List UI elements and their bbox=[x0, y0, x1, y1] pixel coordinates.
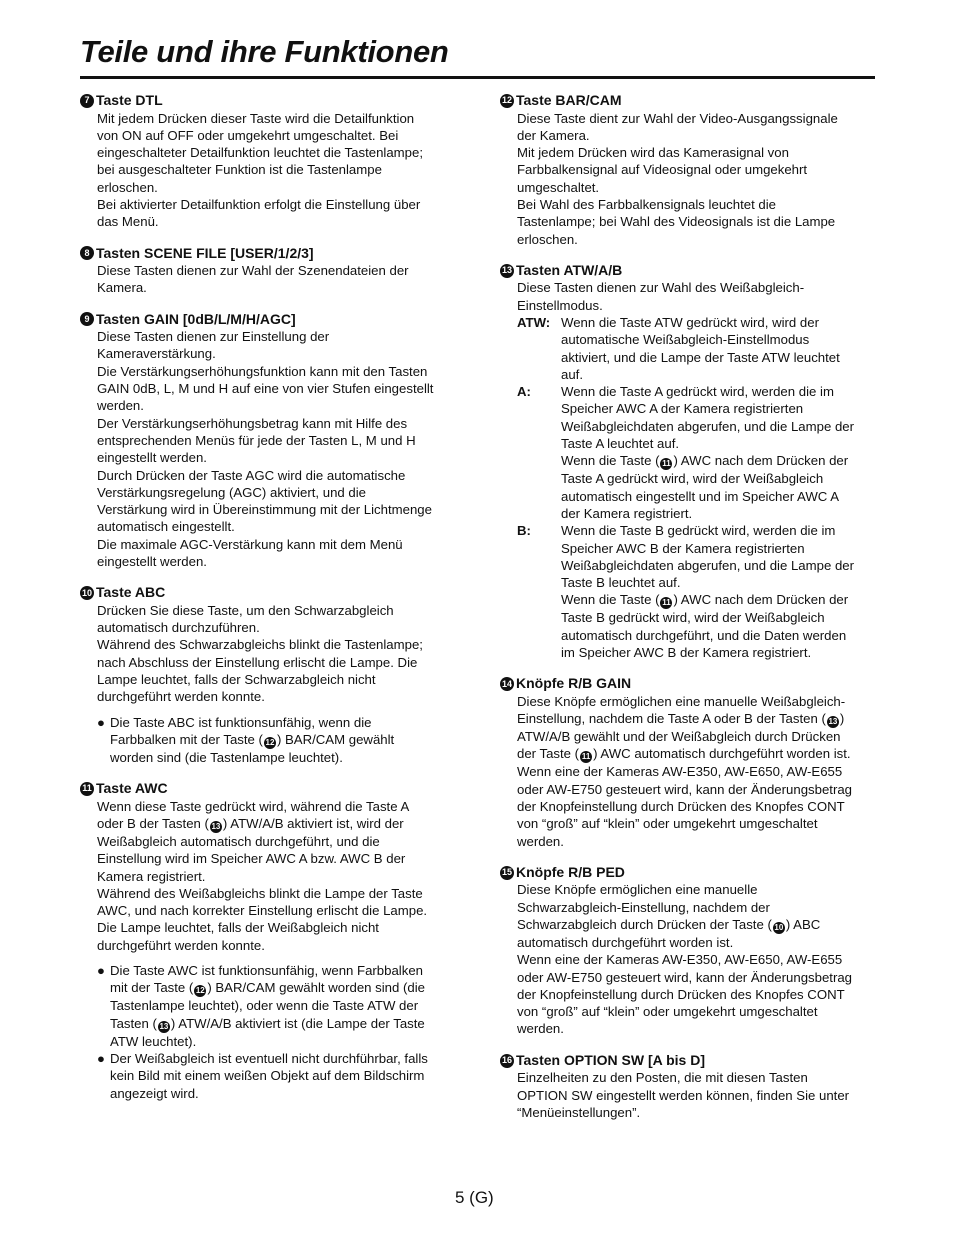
text-line: werden. bbox=[97, 398, 144, 414]
text-line: Der Weißabgleich ist eventuell nicht durchführbar, falls bbox=[110, 1050, 428, 1066]
text-line: Taste B leuchtet auf. bbox=[561, 575, 681, 591]
heading-text: Tasten SCENE FILE [USER/1/2/3] bbox=[96, 244, 314, 261]
heading-text: Taste ABC bbox=[96, 584, 166, 601]
text-line: von “groß” auf “klein” oder umgekehrt umgeschaltet bbox=[517, 816, 818, 832]
number-badge-icon: 13 bbox=[211, 822, 221, 831]
section-heading bbox=[500, 262, 878, 280]
text-line: Kameraverstärkung. bbox=[97, 346, 216, 362]
text-line: Diese Tasten dienen zur Einstellung der bbox=[97, 329, 330, 345]
text-line: Wenn eine der Kameras AW-E350, AW-E650, AW-E655 bbox=[517, 764, 843, 780]
page-number: 5 (G) bbox=[455, 1188, 494, 1207]
bullet-icon: ● bbox=[97, 963, 105, 979]
number-badge-icon: 12 bbox=[195, 986, 205, 996]
definition-list bbox=[517, 314, 878, 661]
text-line: Weißabgleich automatisch durchgeführt, und die bbox=[97, 834, 380, 849]
number-badge-icon: 10 bbox=[80, 586, 94, 600]
text-line: Weißabgleichdaten abgerufen, und die Lampe der bbox=[561, 557, 855, 573]
section-heading bbox=[500, 864, 878, 882]
text-line: Taste B gedrückt wird, wird der Weißabgleich bbox=[561, 610, 825, 626]
text-line: Kamera. bbox=[97, 280, 147, 296]
section-knoepfe-rb-gain bbox=[500, 675, 878, 850]
number-badge-icon: 9 bbox=[80, 312, 94, 326]
bullet-icon: ● bbox=[97, 1050, 105, 1066]
left-column bbox=[80, 92, 465, 1116]
section-body bbox=[500, 1069, 878, 1121]
text-line: Mit jedem Drücken dieser Taste wird die Detailfunktion bbox=[97, 110, 415, 126]
text-line: automatisch durchgeführt worden ist. bbox=[517, 934, 734, 950]
page-title: Teile und ihre Funktionen bbox=[80, 34, 449, 69]
section-taste-awc bbox=[80, 780, 465, 1102]
text-line: der Kamera registriert. bbox=[561, 505, 693, 521]
section-heading bbox=[500, 675, 878, 693]
text-line: oder B der Tasten ( 13 ) ATW/A/B aktiviert ist, wird der bbox=[97, 816, 404, 831]
section-body bbox=[80, 110, 465, 231]
text-line: OPTION SW eingestellt werden können, finden Sie unter bbox=[517, 1087, 850, 1103]
definition-text bbox=[561, 314, 878, 383]
text-line: Die Verstärkungserhöhungsfunktion kann mit den Tasten bbox=[97, 363, 428, 379]
section-heading bbox=[80, 780, 465, 798]
number-badge-icon: 13 bbox=[828, 717, 838, 727]
text-line: Speicher AWC B der Kamera registrierten bbox=[561, 540, 805, 556]
text-line: Verstärkungsregelung (AGC) aktiviert, und die bbox=[97, 484, 367, 500]
section-taste-abc bbox=[80, 584, 465, 766]
number-badge-icon: 10 bbox=[774, 922, 784, 932]
text-line: oder AW-E750 gesteuert wird, kann der Änderungsbetrag bbox=[517, 781, 853, 797]
text-line: worden sind (die Tastenlampe leuchtet). bbox=[110, 749, 343, 765]
text-line: werden. bbox=[517, 833, 564, 849]
section-heading bbox=[500, 1052, 878, 1070]
text-line: Durch Drücken der Taste AGC wird die automatische bbox=[97, 467, 406, 483]
text-line: Einstellung, nachdem die Taste A oder B der Tasten ( 13 ) bbox=[517, 711, 845, 727]
bullet-item bbox=[97, 714, 465, 767]
heading-text: Knöpfe R/B PED bbox=[516, 863, 625, 880]
bullet-item bbox=[97, 1050, 465, 1102]
definition-text bbox=[561, 383, 878, 522]
text-line: Kamera registriert. bbox=[97, 868, 206, 884]
text-line: der Knopfeinstellung durch Drücken des Knopfes CONT bbox=[517, 986, 845, 1002]
definition-term: B: bbox=[517, 523, 531, 539]
text-line: Weißabgleichdaten abgerufen, und die Lampe der bbox=[561, 418, 855, 434]
text-line: der Kamera. bbox=[517, 127, 590, 143]
heading-text: Taste AWC bbox=[96, 780, 168, 797]
text-line: eingestellt werden. bbox=[97, 554, 207, 570]
text-line: automatische Weißabgleich-Einstellmodus bbox=[561, 332, 810, 348]
text-line: durchgeführt werden konnte. bbox=[97, 937, 265, 953]
text-line: Mit jedem Drücken wird das Kamerasignal von bbox=[517, 145, 789, 161]
number-badge-icon: 12 bbox=[500, 94, 514, 108]
text-line: Verstärkung wird in Übereinstimmung mit der Lichtmenge bbox=[97, 502, 432, 518]
heading-text: Tasten OPTION SW [A bis D] bbox=[516, 1051, 706, 1068]
number-badge-icon: 11 bbox=[662, 459, 671, 469]
section-body bbox=[80, 328, 465, 570]
text-line: Tasten ( 13 ) ATW/A/B aktiviert ist (die Lampe der Taste bbox=[110, 1015, 425, 1031]
number-badge-icon: 11 bbox=[80, 782, 94, 796]
text-line: Wenn die Taste ( 11 ) AWC nach dem Drücken der bbox=[561, 453, 849, 469]
text-line: Wenn die Taste ATW gedrückt wird, wird der bbox=[561, 314, 819, 330]
text-line: eingestellt werden. bbox=[97, 450, 207, 466]
number-badge-icon: 13 bbox=[500, 264, 514, 278]
text-line: Diese Tasten dienen zur Wahl des Weißabgleich- bbox=[517, 280, 805, 296]
text-line: der Knopfeinstellung durch Drücken des Knopfes CONT bbox=[517, 799, 845, 814]
text-line: Farbbalkensignal auf Videosignal oder umgekehrt bbox=[517, 162, 808, 178]
number-badge-icon: 8 bbox=[80, 246, 94, 260]
number-badge-icon: 16 bbox=[500, 1054, 514, 1068]
number-badge-icon: 11 bbox=[662, 598, 671, 608]
text-line: der Taste ( 11 ) AWC automatisch durchgeführt worden ist. bbox=[517, 746, 851, 762]
number-badge-icon: 7 bbox=[80, 94, 94, 108]
text-line: von “groß” auf “klein” oder umgekehrt umgeschaltet bbox=[517, 1004, 818, 1020]
title-rule bbox=[80, 76, 875, 79]
heading-text: Taste BAR/CAM bbox=[516, 92, 622, 108]
section-body bbox=[80, 602, 465, 706]
text-line: Bei Wahl des Farbbalkensignals leuchtet die bbox=[517, 196, 777, 212]
definition-term: ATW: bbox=[517, 314, 551, 330]
text-line: oder AW-E750 gesteuert wird, kann der Änderungsbetrag bbox=[517, 969, 853, 985]
text-line: erloschen. bbox=[517, 231, 578, 247]
text-line: auf. bbox=[561, 366, 583, 382]
bullet-list bbox=[97, 962, 465, 1102]
text-line: Die Taste ABC ist funktionsunfähig, wenn die bbox=[110, 714, 372, 730]
bullet-icon: ● bbox=[97, 714, 105, 730]
text-line: automatisch eingestellt. bbox=[97, 519, 235, 535]
number-badge-icon: 11 bbox=[581, 752, 591, 762]
text-line: Speicher AWC A der Kamera registrierten bbox=[561, 401, 804, 417]
section-tasten-option-sw bbox=[500, 1052, 878, 1121]
definition-text bbox=[561, 522, 878, 661]
bullet-item bbox=[97, 962, 465, 1050]
text-line: Taste A gedrückt wird, wird der Weißabgleich bbox=[561, 471, 824, 487]
text-line: aktiviert, und die Lampe der Taste ATW leuchtet bbox=[561, 349, 840, 365]
text-line: Tastenlampe; bei Wahl des Videosignals ist die Lampe bbox=[517, 214, 836, 230]
text-line: Diese Knöpfe ermöglichen eine manuelle bbox=[517, 882, 758, 898]
text-line: werden. bbox=[517, 1021, 564, 1037]
text-line: ATW leuchtet). bbox=[110, 1033, 197, 1049]
section-body bbox=[500, 279, 878, 661]
text-line: entsprechenden Menüs für jede der Tasten L, M und H bbox=[97, 432, 416, 448]
text-line: eingeschalteter Detailfunktion leuchtet die Tastenlampe; bbox=[97, 145, 423, 161]
text-line: Taste A leuchtet auf. bbox=[561, 436, 680, 452]
section-tasten-gain bbox=[80, 311, 465, 571]
text-line: umgeschaltet. bbox=[517, 179, 600, 195]
text-line: kein Bild mit einem weißen Objekt auf dem Bildschirm bbox=[110, 1068, 425, 1084]
text-line: erloschen. bbox=[97, 179, 158, 195]
bullet-list bbox=[97, 714, 465, 767]
text-line: Tastenlampe leuchtet), oder wenn die Taste ATW der bbox=[110, 998, 419, 1014]
text-line: Schwarzabgleich-Einstellung, nachdem der bbox=[517, 899, 770, 915]
text-line: Wenn eine der Kameras AW-E350, AW-E650, AW-E655 bbox=[517, 952, 843, 968]
number-badge-icon: 15 bbox=[500, 866, 514, 880]
number-badge-icon: 14 bbox=[500, 677, 514, 691]
text-line: AWC, und nach korrekter Einstellung erlischt die Lampe. bbox=[97, 903, 428, 919]
text-line: Während des Weißabgleichs blinkt die Lampe der Taste bbox=[97, 885, 423, 901]
text-line: Diese Taste dient zur Wahl der Video-Ausgangssignale bbox=[517, 110, 838, 126]
text-line: Farbbalken mit der Taste ( 12 ) BAR/CAM gewählt bbox=[110, 731, 395, 747]
section-heading bbox=[80, 584, 465, 602]
text-line: bei ausgeschalteter Funktion ist die Tastenlampe bbox=[97, 162, 382, 178]
section-taste-bar-cam bbox=[500, 92, 878, 248]
section-tasten-atw-a-b bbox=[500, 262, 878, 661]
section-heading bbox=[500, 92, 878, 110]
text-line: Einstellmodus. bbox=[517, 297, 603, 313]
section-heading bbox=[80, 311, 465, 329]
text-line: mit der Taste ( 12 ) BAR/CAM gewählt worden sind (die bbox=[110, 980, 425, 996]
text-line: Schwarzabgleich durch Drücken der Taste ( 10 ) ABC bbox=[517, 916, 821, 932]
section-knoepfe-rb-ped bbox=[500, 864, 878, 1038]
text-line: automatisch durchgeführt, und die Daten werden bbox=[561, 627, 847, 643]
text-line: Der Verstärkungserhöhungsbetrag kann mit Hilfe des bbox=[97, 415, 408, 431]
text-line: Wenn die Taste B gedrückt wird, werden die im bbox=[561, 523, 836, 539]
text-line: das Menü. bbox=[97, 214, 159, 230]
heading-text: Tasten ATW/A/B bbox=[516, 261, 623, 278]
text-line: Diese Knöpfe ermöglichen eine manuelle Weißabgleich- bbox=[517, 693, 846, 709]
text-line: Während des Schwarzabgleichs blinkt die Tastenlampe; bbox=[97, 637, 423, 653]
section-body bbox=[80, 262, 465, 297]
number-badge-icon: 12 bbox=[265, 737, 275, 747]
text-line: Lampe leuchtet, falls der Schwarzabgleich nicht bbox=[97, 672, 376, 688]
section-body bbox=[80, 798, 465, 954]
section-body bbox=[500, 693, 878, 850]
section-heading bbox=[80, 92, 465, 110]
text-line: durchgeführt werden konnte. bbox=[97, 689, 265, 705]
section-tasten-scene-file bbox=[80, 245, 465, 297]
text-line: angezeigt wird. bbox=[110, 1085, 199, 1101]
text-line: GAIN 0dB, L, M und H auf eine von vier Stufen eingestellt bbox=[97, 381, 434, 397]
text-line: Die maximale AGC-Verstärkung kann mit dem Menü bbox=[97, 536, 403, 552]
section-taste-dtl bbox=[80, 92, 465, 231]
text-line: automatisch eingestellt und im Speicher AWC A bbox=[561, 488, 840, 504]
definition-term: A: bbox=[517, 384, 531, 400]
text-line: Einstellung wird im Speicher AWC A bzw. AWC B der bbox=[97, 851, 406, 867]
text-line: Die Taste AWC ist funktionsunfähig, wenn Farbbalken bbox=[110, 963, 424, 979]
section-heading bbox=[80, 245, 465, 263]
text-line: im Speicher AWC B der Kamera registriert. bbox=[561, 645, 812, 661]
text-line: Wenn diese Taste gedrückt wird, während die Taste A bbox=[97, 798, 410, 814]
number-badge-icon: 13 bbox=[159, 1021, 169, 1031]
heading-text: Knöpfe R/B GAIN bbox=[516, 675, 632, 692]
text-line: Wenn die Taste ( 11 ) AWC nach dem Drücken der bbox=[561, 592, 849, 608]
text-line: Drücken Sie diese Taste, um den Schwarzabgleich bbox=[97, 602, 394, 618]
text-line: automatisch durchzuführen. bbox=[97, 620, 260, 636]
section-body bbox=[500, 881, 878, 1037]
text-line: Die Lampe leuchtet, falls der Weißabgleich nicht bbox=[97, 920, 379, 936]
right-column bbox=[500, 92, 878, 1135]
text-line: ATW/A/B gewählt und der Weißabgleich durch Drücken bbox=[517, 729, 841, 745]
text-line: nach Abschluss der Einstellung erlischt die Lampe. Die bbox=[97, 654, 418, 670]
text-line: “Menüeinstellungen”. bbox=[517, 1104, 641, 1120]
text-line: Diese Tasten dienen zur Wahl der Szenendateien der bbox=[97, 263, 409, 279]
section-body bbox=[500, 110, 878, 248]
heading-text: Taste DTL bbox=[96, 92, 163, 108]
text-line: Wenn die Taste A gedrückt wird, werden die im bbox=[561, 384, 834, 400]
text-line: Einzelheiten zu den Posten, die mit diesen Tasten bbox=[517, 1070, 808, 1086]
text-line: von ON auf OFF oder umgekehrt umgeschaltet. Bei bbox=[97, 127, 399, 143]
heading-text: Tasten GAIN [0dB/L/M/H/AGC] bbox=[96, 310, 296, 327]
text-line: Bei aktivierter Detailfunktion erfolgt die Einstellung über bbox=[97, 196, 421, 212]
